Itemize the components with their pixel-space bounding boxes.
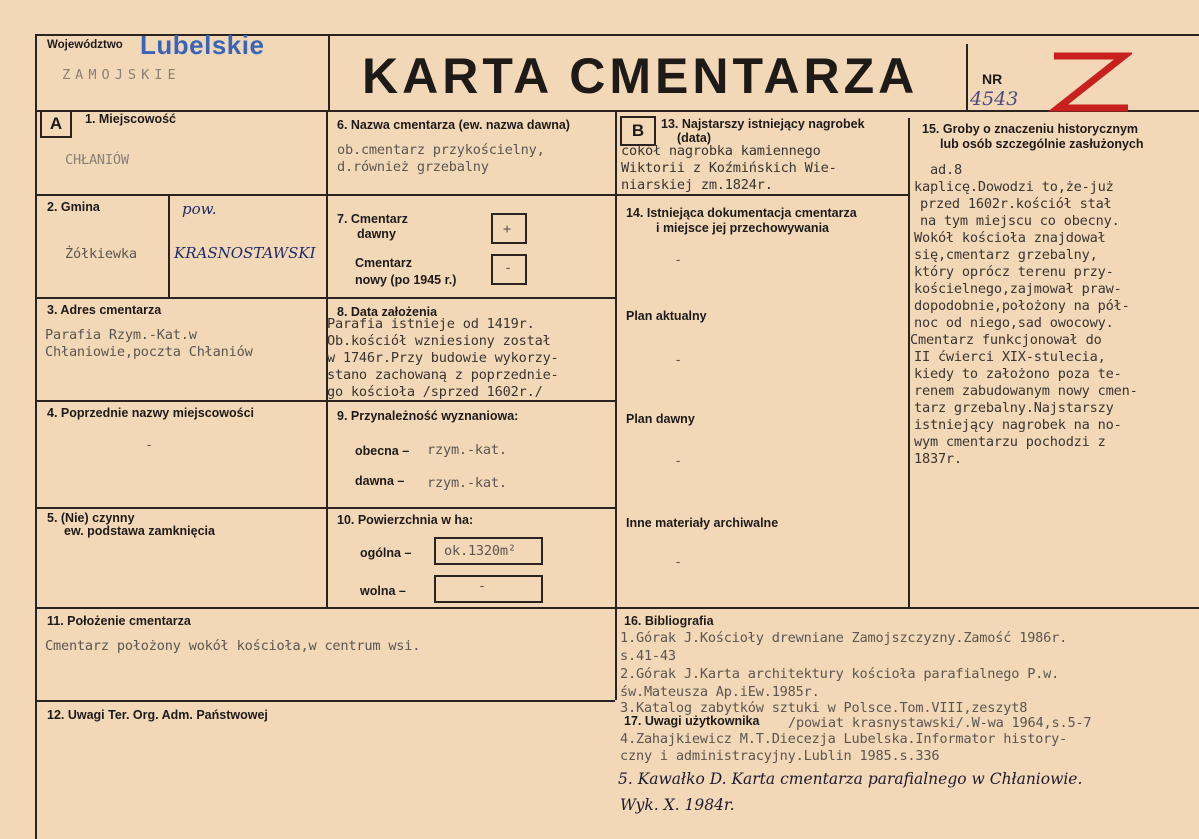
col-divider-3 bbox=[908, 118, 910, 608]
s9-obecna-value: rzym.-kat. bbox=[427, 442, 507, 458]
s15-line-3: przed 1602r.kościół stał bbox=[920, 196, 1112, 212]
s2-hand-pow: pow. bbox=[182, 200, 217, 218]
s8-line-4: stano zachowaną z poprzednie- bbox=[327, 367, 559, 383]
s2-hand-value: KRASNOSTAWSKI bbox=[174, 244, 316, 262]
s13-bottom-line bbox=[615, 194, 908, 196]
s15-label-1: 15. Groby o znaczeniu historycznym bbox=[922, 122, 1139, 136]
s15-line-2: kaplicę.Dowodzi to,że-już bbox=[914, 179, 1114, 195]
s13-line-2: Wiktorii z Koźmińskich Wie- bbox=[621, 160, 837, 176]
s7-dawny-label-2: dawny bbox=[357, 227, 396, 241]
s16-label: 16. Bibliografia bbox=[624, 614, 714, 628]
s14-inne-label: Inne materiały archiwalne bbox=[626, 516, 779, 530]
s10-wolna-label: wolna – bbox=[360, 584, 406, 598]
s5-label-2: ew. podstawa zamknięcia bbox=[64, 524, 215, 538]
s9-dawna-label: dawna – bbox=[355, 474, 405, 488]
s8-line-3: w 1746r.Przy budowie wykorzy- bbox=[327, 350, 559, 366]
row-line-a bbox=[35, 194, 326, 196]
section-b-box: B bbox=[620, 116, 656, 146]
s9-dawna-value: rzym.-kat. bbox=[427, 475, 507, 491]
s10-wolna-box bbox=[434, 575, 543, 603]
s13-line-3: niarskiej zm.1824r. bbox=[621, 177, 773, 193]
s16-line-3: 2.Górak J.Karta architektury kościoła parafialnego P.w. bbox=[620, 666, 1060, 682]
s11-label: 11. Położenie cmentarza bbox=[47, 614, 191, 628]
s6-bottom-line bbox=[326, 194, 615, 196]
s15-line-14: renem zabudowanym nowy cmen- bbox=[914, 383, 1138, 399]
s14-plan-aktualny-label: Plan aktualny bbox=[626, 309, 707, 323]
s15-line-8: kościelnego,zajmował praw- bbox=[914, 281, 1122, 297]
s7-nowy-mark: - bbox=[504, 260, 512, 276]
s15-line-18: 1837r. bbox=[914, 451, 962, 467]
s8-line-1: Parafia istnieje od 1419r. bbox=[327, 316, 535, 332]
s15-line-16: istniejący nagrobek na no- bbox=[914, 417, 1122, 433]
s15-line-7: który oprócz terenu przy- bbox=[914, 264, 1114, 280]
s16-line-7: 4.Zahajkiewicz M.T.Diecezja Lubelska.Informator history- bbox=[620, 731, 1068, 747]
s16-line-5: 3.Katalog zabytków sztuki w Polsce.Tom.VIII,zeszyt8 bbox=[620, 700, 1028, 716]
s5-label-1: 5. (Nie) czynny bbox=[47, 511, 135, 525]
s15-line-12: II ćwierci XIX-stulecia, bbox=[914, 349, 1106, 365]
nr-label: NR bbox=[982, 71, 1003, 87]
s6-line-1: ob.cmentarz przykościelny, bbox=[337, 142, 545, 158]
s1-value: CHŁANIÓW bbox=[65, 152, 129, 168]
s6-label: 6. Nazwa cmentarza (ew. nazwa dawna) bbox=[337, 118, 570, 132]
wojewodztwo-value: Lubelskie bbox=[140, 30, 265, 60]
s8-label: 8. Data założenia bbox=[337, 305, 438, 319]
title-right-divider bbox=[966, 44, 968, 111]
s1-label: 1. Miejscowość bbox=[85, 112, 177, 126]
row-line-e bbox=[35, 607, 1199, 609]
s15-line-6: się,cmentarz grzebalny, bbox=[914, 247, 1098, 263]
s17-label: 17. Uwagi użytkownika bbox=[624, 714, 760, 728]
s3-line-2: Chłaniowie,poczta Chłaniów bbox=[45, 344, 253, 360]
s16-hand-line-1: 5. Kawałko D. Karta cmentarza parafialnego w Chłaniowie. bbox=[618, 770, 1083, 788]
s13-label-2: (data) bbox=[677, 131, 712, 145]
s12-label: 12. Uwagi Ter. Org. Adm. Państwowej bbox=[47, 708, 268, 722]
wojewodztwo-old: ZAMOJSKIE bbox=[62, 67, 181, 83]
s9-label: 9. Przynależność wyznaniowa: bbox=[337, 409, 519, 423]
s15-line-11: Cmentarz funkcjonował do bbox=[910, 332, 1102, 348]
frame-left bbox=[35, 34, 37, 839]
s9-obecna-label: obecna – bbox=[355, 444, 410, 458]
col-divider-2 bbox=[615, 110, 617, 700]
section-a-box: A bbox=[40, 110, 72, 138]
s13-line-1: cokół nagrobka kamiennego bbox=[621, 143, 821, 159]
s16-line-4: św.Mateusza Ap.iEw.1985r. bbox=[620, 684, 820, 700]
s7-dawny-label-1: 7. Cmentarz bbox=[337, 212, 408, 226]
s13-label-1: 13. Najstarszy istniejący nagrobek bbox=[661, 117, 865, 131]
s15-line-9: dopodobnie,położony na pół- bbox=[914, 298, 1130, 314]
s4-value: - bbox=[145, 437, 153, 453]
s16-line-8: czny i administracyjny.Lublin 1985.s.336 bbox=[620, 748, 940, 764]
s8-line-5: go kościoła /sprzed 1602r./ bbox=[327, 384, 543, 400]
s16-line-2: s.41-43 bbox=[620, 648, 676, 664]
nr-handwritten: 4543 bbox=[970, 88, 1019, 110]
s3-line-1: Parafia Rzym.-Kat.w bbox=[45, 327, 197, 343]
s2-label: 2. Gmina bbox=[47, 200, 100, 214]
s15-line-1: ad.8 bbox=[930, 162, 962, 178]
s15-line-4: na tym miejscu co obecny. bbox=[920, 213, 1120, 229]
s10-ogolna-label: ogólna – bbox=[360, 546, 412, 560]
s15-line-13: kiedy to założono poza te- bbox=[914, 366, 1122, 382]
row-line-f bbox=[35, 700, 615, 702]
s8-line-2: Ob.kościół wzniesiony został bbox=[327, 333, 551, 349]
s14-label-2: i miejsce jej przechowywania bbox=[656, 221, 829, 235]
s14-plan-dawny-label: Plan dawny bbox=[626, 412, 695, 426]
s15-label-2: lub osób szczególnie zasłużonych bbox=[940, 137, 1144, 151]
s7-dawny-mark: + bbox=[503, 221, 511, 237]
row-line-d bbox=[35, 507, 615, 509]
s15-line-15: tarz grzebalny.Najstarszy bbox=[914, 400, 1114, 416]
s14-label-1: 14. Istniejąca dokumentacja cmentarza bbox=[626, 206, 857, 220]
s6-line-2: d.również grzebalny bbox=[337, 159, 489, 175]
s10-ogolna-value: ok.1320m² bbox=[444, 543, 516, 559]
title-left-divider bbox=[328, 34, 330, 111]
row-line-b bbox=[35, 297, 615, 299]
s16-hand-line-2: Wyk. X. 1984r. bbox=[620, 796, 735, 814]
page-title: KARTA CMENTARZA bbox=[362, 48, 919, 104]
s15-line-17: wym cmentarzu pochodzi z bbox=[914, 434, 1106, 450]
s4-label: 4. Poprzednie nazwy miejscowości bbox=[47, 406, 255, 420]
s10-wolna-value: - bbox=[478, 578, 486, 594]
gmina-inner-divider bbox=[168, 194, 170, 297]
s7-nowy-label-1: Cmentarz bbox=[355, 256, 412, 270]
s3-label: 3. Adres cmentarza bbox=[47, 303, 162, 317]
s15-line-10: noc od niego,sad owocowy. bbox=[914, 315, 1114, 331]
s11-value: Cmentarz położony wokół kościoła,w centrum wsi. bbox=[45, 638, 421, 654]
s14-inne-value: - bbox=[674, 554, 682, 570]
wojewodztwo-label: Województwo bbox=[47, 39, 123, 51]
s14-plan-dawny-value: - bbox=[674, 453, 682, 469]
header-bottom-line bbox=[35, 110, 1199, 112]
s16-line-1: 1.Górak J.Kościoły drewniane Zamojszczyzny.Zamość 1986r. bbox=[620, 630, 1068, 646]
s16-line-6: /powiat krasnystawski/.W-wa 1964,s.5-7 bbox=[788, 715, 1092, 731]
s2-value: Żółkiewka bbox=[65, 246, 137, 262]
red-letter-z-mark bbox=[1042, 50, 1132, 116]
s7-nowy-label-2: nowy (po 1945 r.) bbox=[355, 273, 457, 287]
z-stroke bbox=[1054, 56, 1128, 108]
s10-label: 10. Powierzchnia w ha: bbox=[337, 513, 474, 527]
s14-plan-aktualny-value: - bbox=[674, 352, 682, 368]
s14-value: - bbox=[674, 252, 682, 268]
s15-line-5: Wokół kościoła znajdował bbox=[914, 230, 1106, 246]
